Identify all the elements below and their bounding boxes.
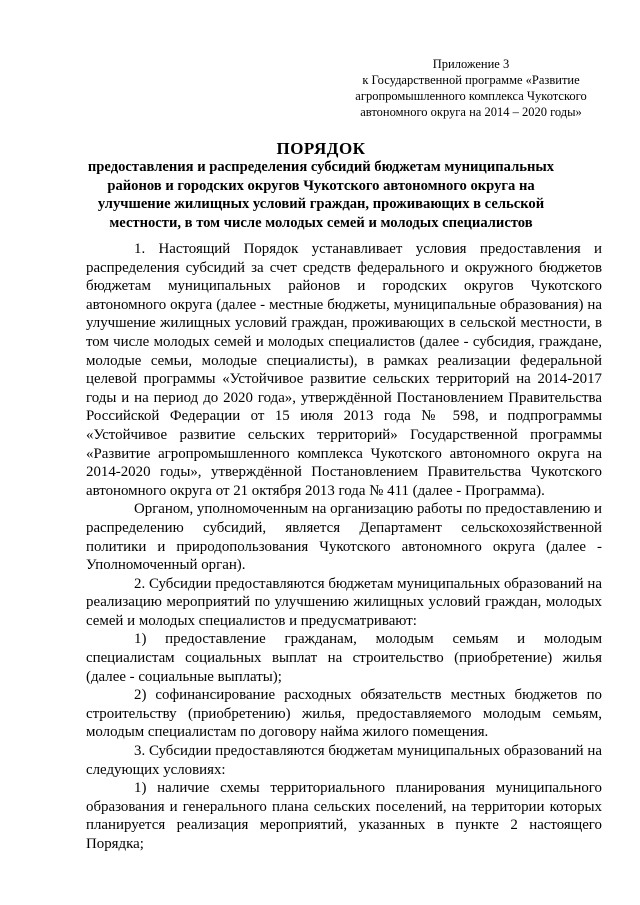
subtitle-line-4: местности, в том числе молодых семей и молодых специалистов [109,214,533,231]
document-title: ПОРЯДОК [276,139,366,158]
document-subtitle [86,158,556,232]
document-body [86,240,602,854]
paragraph-clause-2-item-1: 1) предоставление гражданам, молодым семьям и молодым специалистам социальных выплат на строительство (приобретение) жилья (далее - социальные выплаты); [86,631,602,685]
paragraph-clause-2-item-2: 2) софинансирование расходных обязательств местных бюджетов по строительству (приобретению) жилья, предоставляемого молодым семьям, молодым специалистам по договору найма жилого помещения. [86,687,602,741]
appendix-header [340,56,602,120]
paragraph-clause-2: 2. Субсидии предоставляются бюджетам муниципальных образований на реализацию мероприятий по улучшению жилищных условий граждан, молодых семей и молодых специалистов и предусматривают: [86,575,602,629]
paragraph-clause-3: 3. Субсидии предоставляются бюджетам муниципальных образований на следующих условиях: [86,743,602,778]
paragraph-authorized-body: Органом, уполномоченным на организацию работы по предоставлению и распределению субсидий, является Департамент сельскохозяйственной политики и природопользования Чукотского автономного округа (далее - Уполномоченный орган). [86,501,602,574]
paragraph-clause-3-item-1: 1) наличие схемы территориального планирования муниципального образования и генерального плана сельских поселений, на территории которых планируется реализация мероприятий, указанных в пункте 2 настоящего Порядка; [86,780,602,852]
subtitle-line-1: предоставления и распределения субсидий бюджетам муниципальных [87,159,555,175]
appendix-line-2: к Государственной программе «Развитие [362,73,580,87]
subtitle-line-3: улучшение жилищных условий граждан, проживающих в сельской [97,196,545,212]
appendix-line-3: агропромышленного комплекса Чукотского [355,89,587,103]
paragraph-clause-1: 1. Настоящий Порядок устанавливает условия предоставления и распределения субсидий за счет средств федерального и окружного бюджетов бюджетам муниципальных районов и городских округов Чукотского автономного округа (далее - местные бюджеты, муниципальные образования) на улучшение жилищных условий граждан, проживающих в сельской местности, в том числе молодых семей и молодых специалистов (далее - субсидия, граждане, молодые семьи, молодые специалисты), в рамках реализации федеральной целевой программы «Устойчивое развитие сельских территорий на 2014-2017 годы и на период до 2020 года», утверждённой Постановлением Правительства Российской Федерации от 15 июля 2013 года № 598, и подпрограммы «Устойчивое развитие сельских территорий» Государственной программы «Развитие агропромышленного комплекса Чукотского автономного округа на 2014-2020 годы», утверждённой Постановлением Правительства Чукотского автономного округа от 21 октября 2013 года № 411 (далее - Программа). [86,241,602,499]
appendix-line-4: автономного округа на 2014 – 2020 годы» [360,105,582,119]
appendix-line-1: Приложение 3 [432,57,510,71]
subtitle-line-2: районов и городских округов Чукотского автономного округа на [107,177,535,194]
